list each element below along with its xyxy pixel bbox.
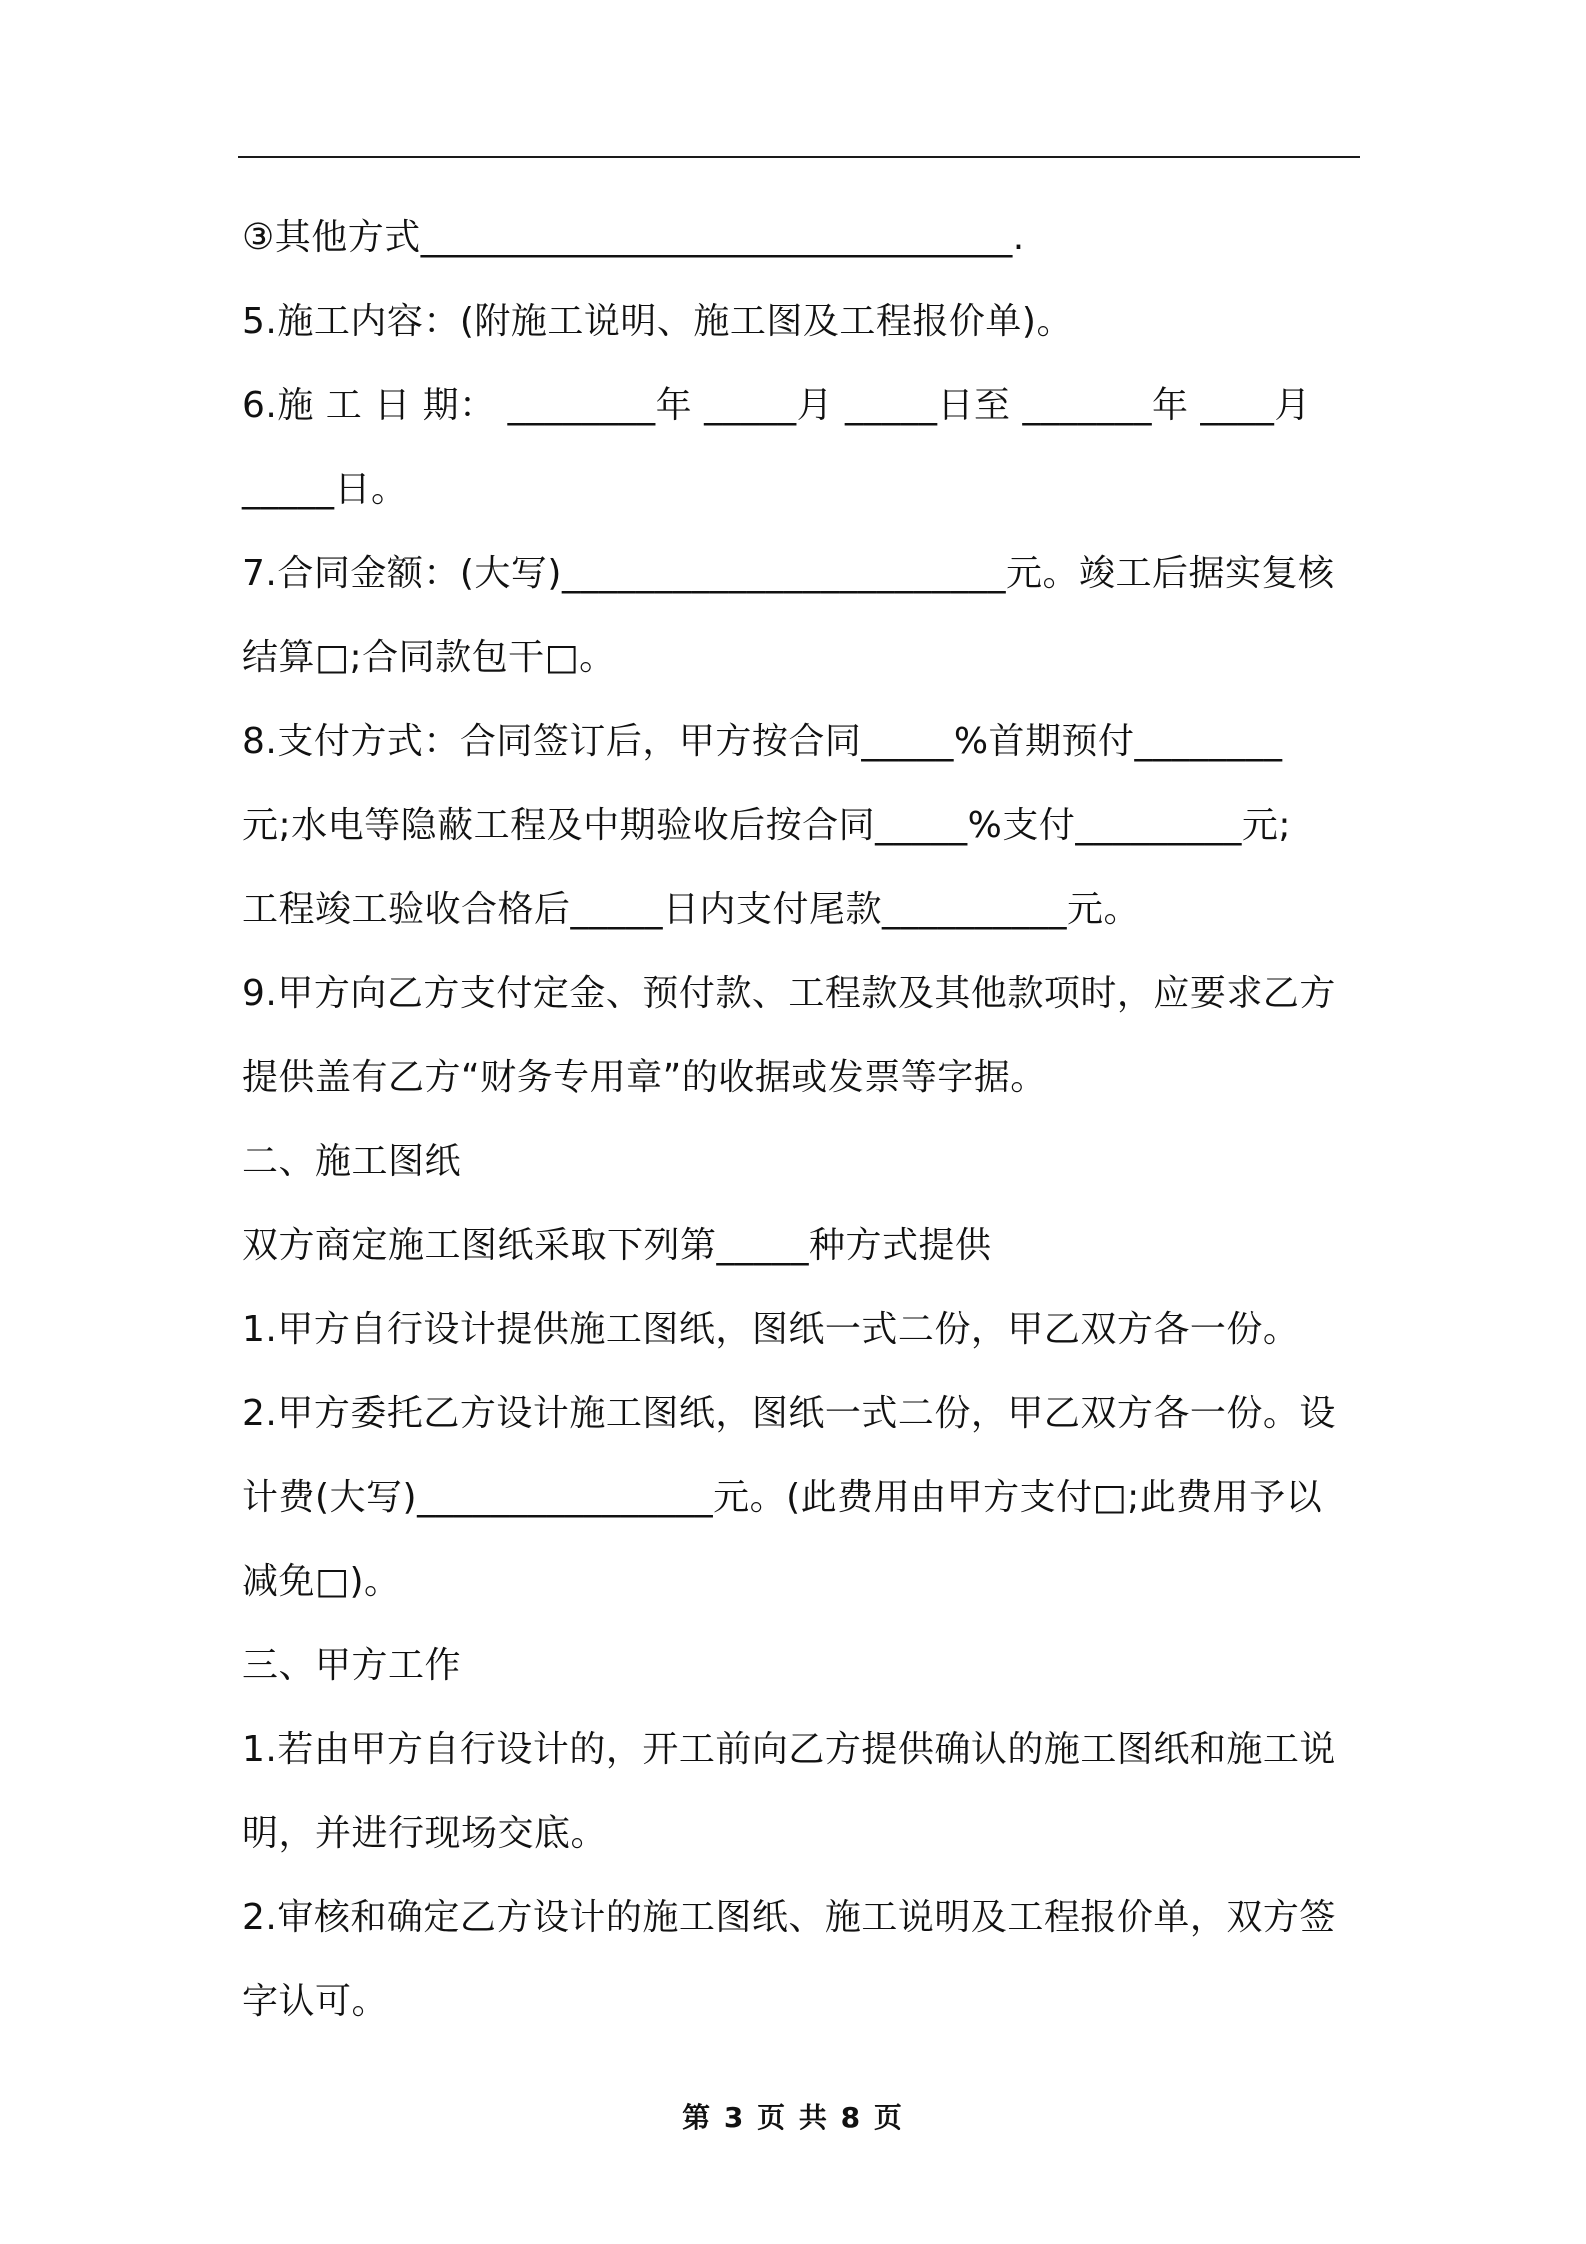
text-line: 减免□)。 — [242, 1561, 401, 1602]
text-line: ③其他方式________________________________. — [242, 217, 1025, 258]
section-heading: 三、甲方工作 — [242, 1645, 462, 1686]
text-line: 计费(大写)________________元。(此费用由甲方支付□;此费用予以 — [242, 1477, 1323, 1518]
text-line: 结算□;合同款包干□。 — [242, 637, 616, 678]
text-line: 字认可。 — [242, 1981, 389, 2022]
header-rule — [238, 156, 1360, 158]
text-line: 5.施工内容：(附施工说明、施工图及工程报价单)。 — [242, 301, 1073, 342]
text-line: 提供盖有乙方“财务专用章”的收据或发票等字据。 — [242, 1057, 1047, 1098]
page-number: 第 3 页 共 8 页 — [682, 2101, 904, 2134]
text-line: 1.甲方自行设计提供施工图纸，图纸一式二份，甲乙双方各一份。 — [242, 1309, 1300, 1350]
text-line: _____日。 — [242, 469, 408, 510]
text-line: 明，并进行现场交底。 — [242, 1813, 608, 1854]
text-line: 1.若由甲方自行设计的，开工前向乙方提供确认的施工图纸和施工说 — [242, 1729, 1336, 1770]
section-heading: 二、施工图纸 — [242, 1141, 462, 1182]
text-line: 9.甲方向乙方支付定金、预付款、工程款及其他款项时，应要求乙方 — [242, 973, 1336, 1014]
text-line: 2.甲方委托乙方设计施工图纸，图纸一式二份，甲乙双方各一份。设 — [242, 1393, 1336, 1434]
text-line: 7.合同金额：(大写)________________________元。竣工后据实复核 — [242, 553, 1335, 594]
text-line: 6.施 工 日 期： ________年 _____月 _____日至 _______年 ____月 — [242, 385, 1311, 426]
text-line: 2.审核和确定乙方设计的施工图纸、施工说明及工程报价单，双方签 — [242, 1897, 1336, 1938]
text-line: 8.支付方式：合同签订后，甲方按合同_____%首期预付________ — [242, 721, 1283, 762]
text-line: 工程竣工验收合格后_____日内支付尾款__________元。 — [242, 889, 1141, 930]
text-line: 双方商定施工图纸采取下列第_____种方式提供 — [242, 1225, 992, 1266]
document-body — [242, 196, 1360, 2044]
text-line: 元;水电等隐蔽工程及中期验收后按合同_____%支付_________元; — [242, 805, 1291, 846]
